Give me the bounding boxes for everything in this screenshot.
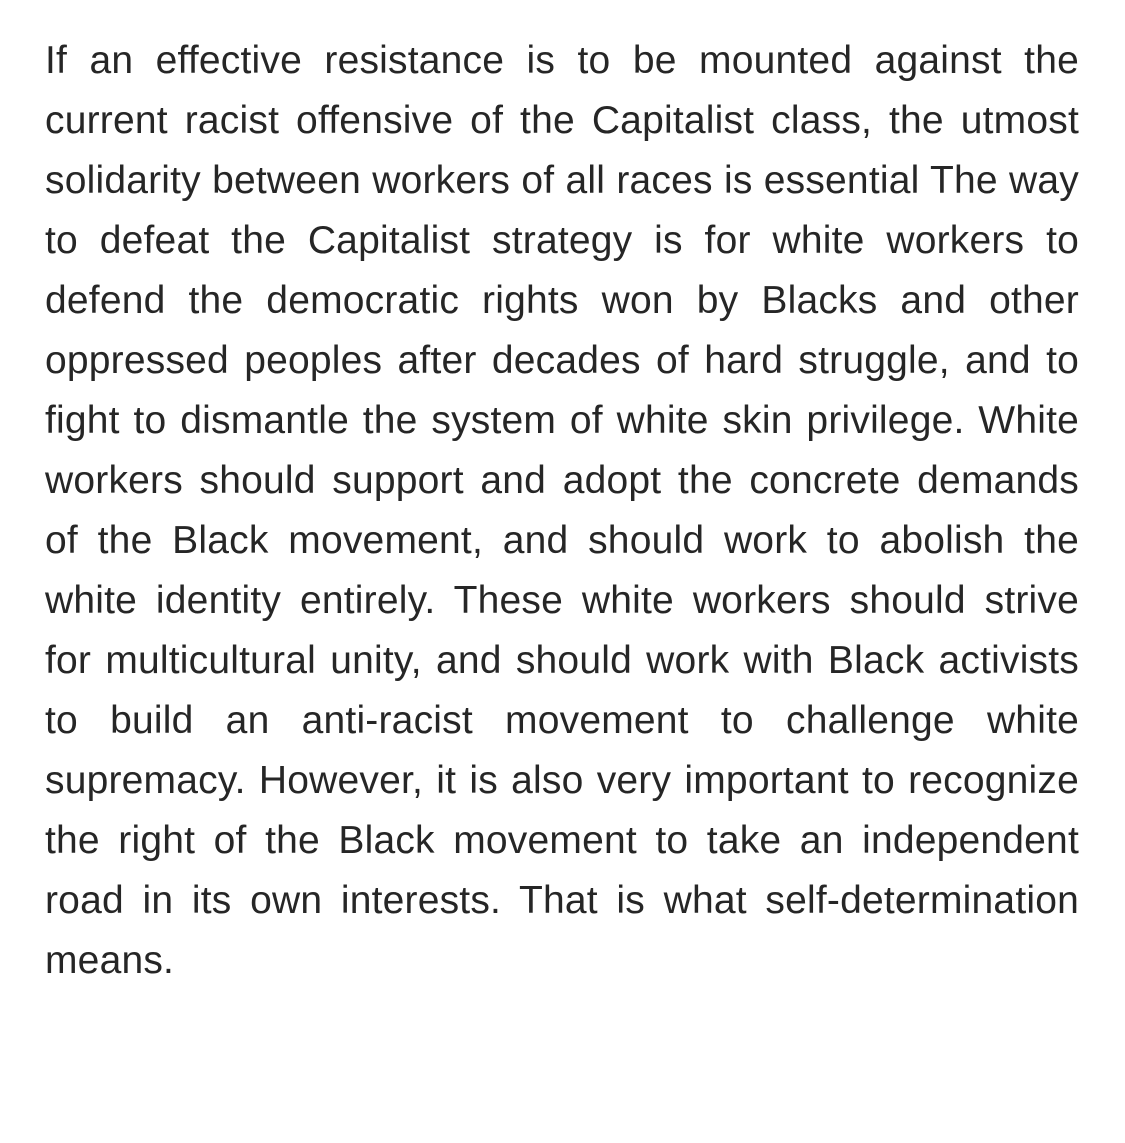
body-paragraph: If an effective resistance is to be mounted against the current racist offensive of the Capitalist class, the utmost solidarity between workers of all races is essential The way to defeat the Capitalist strategy is for white workers to defend the democratic rights won by Blacks and other oppressed peoples after decades of hard struggle, and to fight to dismantle the system of white skin privilege. White workers should support and adopt the concrete demands of the Black movement, and should work to abolish the white identity entirely. These white workers should strive for multicultural unity, and should work with Black activists to build an anti-racist movement to challenge white supremacy. However, it is also very important to recognize the right of the Black movement to take an independent road in its own interests. That is what self-determination means.	[45, 39, 1079, 982]
